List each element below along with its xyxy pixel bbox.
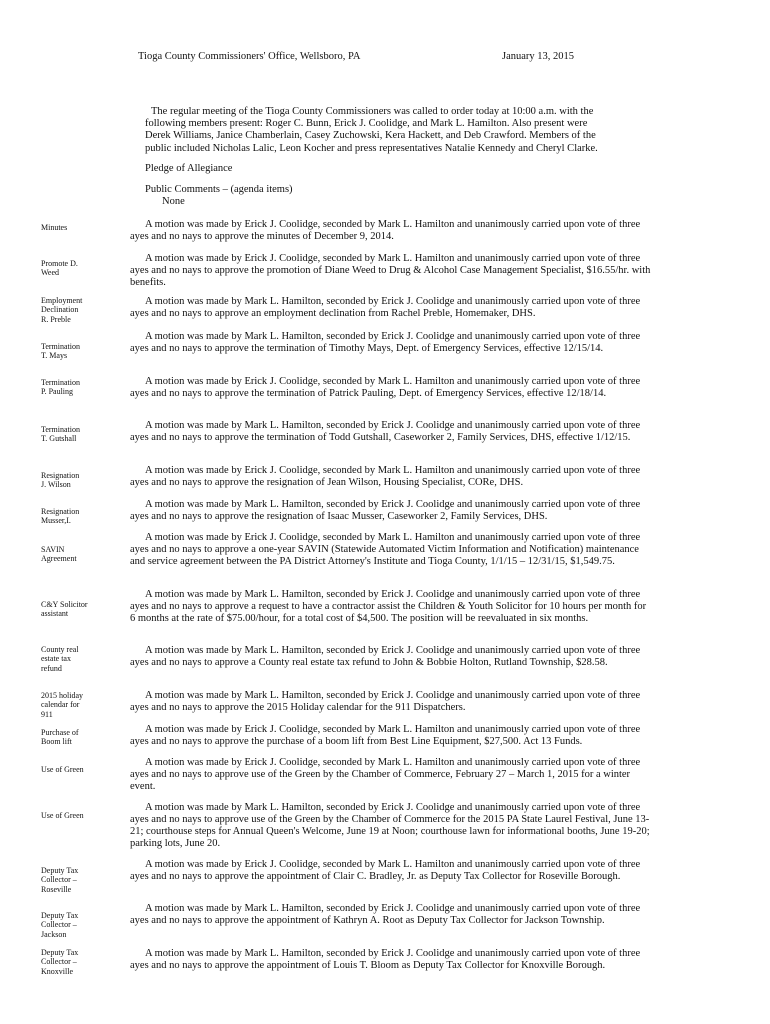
side-label-termination-gutshall: Termination T. Gutshall [41,425,80,444]
motion-deputy-roseville: A motion was made by Erick J. Coolidge, seconded by Mark L. Hamilton and unanimously carried upon vote of three ayes and no nays to approve the appointment of Clair C. Bradley, Jr. as Deputy Tax Collector for Roseville Borough. [130,859,641,882]
side-label-promote: Promote D. Weed [41,259,78,278]
side-label-cy-solicitor: C&Y Solicitor assistant [41,600,88,619]
side-label-deputy-roseville: Deputy Tax Collector – Roseville [41,866,79,894]
motion-savin: A motion was made by Erick J. Coolidge, seconded by Mark L. Hamilton and unanimously carried upon vote of three ayes and no nays to approve a one-year SAVIN (Statewide Automated Victim Information and Notification) maintenance and service agreement between the PA District Attorney's Institute and Tioga County, 1/1/15 – 12/31/15, $1,549.75. [130,532,641,567]
public-comments-none: None [162,196,185,207]
side-label-savin: SAVIN Agreement [41,545,77,564]
motion-termination-pauling: A motion was made by Erick J. Coolidge, seconded by Mark L. Hamilton and unanimously carried upon vote of three ayes and no nays to approve the termination of Patrick Pauling, Dept. of Emergency Services, effective 12/18/14. [130,376,641,399]
motion-promote: A motion was made by Erick J. Coolidge, seconded by Mark L. Hamilton and unanimously carried upon vote of three ayes and no nays to approve the promotion of Diane Weed to Drug & Alcohol Case Management Specialist, $16.55/hr. with benefits. [130,253,651,288]
side-label-minutes: Minutes [41,223,68,232]
side-label-resignation-musser: Resignation Musser,I. [41,507,80,526]
side-label-resignation-wilson: Resignation J. Wilson [41,471,80,490]
motion-employment-declination: A motion was made by Mark L. Hamilton, seconded by Erick J. Coolidge and unanimously carried upon vote of three ayes and no nays to approve an employment declination from Rachel Preble, Homemaker, DHS. [130,296,641,319]
side-label-termination-pauling: Termination P. Pauling [41,378,80,397]
side-label-deputy-knoxville: Deputy Tax Collector – Knoxville [41,948,79,976]
motion-tax-refund: A motion was made by Mark L. Hamilton, seconded by Erick J. Coolidge and unanimously carried upon vote of three ayes and no nays to approve a County real estate tax refund to John & Bobbie Holton, Rutland Township, $28.58. [130,645,641,668]
motion-deputy-knoxville: A motion was made by Mark L. Hamilton, seconded by Erick J. Coolidge and unanimously carried upon vote of three ayes and no nays to approve the appointment of Louis T. Bloom as Deputy Tax Collector for Knoxville Borough. [130,948,641,971]
motion-use-of-green-2: A motion was made by Mark L. Hamilton, seconded by Erick J. Coolidge and unanimously carried upon vote of three ayes and no nays to approve use of the Green by the Chamber of Commerce for the 2015 PA State Laurel Festival, June 13-21; courthouse steps for Annual Queen's Welcome, June 19 at Noon; courthouse lawn for informational booths, June 19-20; parking lots, June 20. [130,802,650,849]
side-label-boom-lift: Purchase of Boom lift [41,728,79,747]
motion-holiday-calendar: A motion was made by Mark L. Hamilton, seconded by Erick J. Coolidge and unanimously carried upon vote of three ayes and no nays to approve the 2015 Holiday calendar for the 911 Dispatchers. [130,690,641,713]
motion-resignation-musser: A motion was made by Mark L. Hamilton, seconded by Erick J. Coolidge and unanimously carried upon vote of three ayes and no nays to approve the resignation of Isaac Musser, Caseworker 2, Family Services, DHS. [130,499,641,522]
side-label-tax-refund: County real estate tax refund [41,645,79,673]
side-label-deputy-jackson: Deputy Tax Collector – Jackson [41,911,79,939]
motion-cy-solicitor: A motion was made by Mark L. Hamilton, seconded by Erick J. Coolidge and unanimously carried upon vote of three ayes and no nays to approve a request to have a contractor assist the Children & Youth Solicitor for 10 hours per month for 6 months at the rate of $75.00/hour, for a total cost of $4,500. The position will be reevaluated in six months. [130,589,647,624]
motion-boom-lift: A motion was made by Erick J. Coolidge, seconded by Mark L. Hamilton and unanimously carried upon vote of three ayes and no nays to approve the purchase of a boom lift from Best Line Equipment, $27,500. Act 13 Funds. [130,724,641,747]
side-label-employment-declination: Employment Declination R. Preble [41,296,83,324]
public-comments-heading: Public Comments – (agenda items) [145,184,293,195]
motion-deputy-jackson: A motion was made by Mark L. Hamilton, seconded by Erick J. Coolidge and unanimously carried upon vote of three ayes and no nays to approve the appointment of Kathryn A. Root as Deputy Tax Collector for Jackson Township. [130,903,641,926]
header-date: January 13, 2015 [502,51,575,62]
side-label-termination-mays: Termination T. Mays [41,342,80,361]
motion-resignation-wilson: A motion was made by Erick J. Coolidge, seconded by Mark L. Hamilton and unanimously carried upon vote of three ayes and no nays to approve the resignation of Jean Wilson, Housing Specialist, CORe, DHS. [130,465,641,488]
motion-termination-gutshall: A motion was made by Mark L. Hamilton, seconded by Erick J. Coolidge and unanimously carried upon vote of three ayes and no nays to approve the termination of Todd Gutshall, Caseworker 2, Family Services, DHS, effective 1/12/15. [130,420,641,443]
side-label-holiday-calendar: 2015 holiday calendar for 911 [41,691,83,719]
motion-use-of-green-1: A motion was made by Erick J. Coolidge, seconded by Mark L. Hamilton and unanimously carried upon vote of three ayes and no nays to approve use of the Green by the Chamber of Commerce, February 27 – March 1, 2015 for a winter event. [130,757,641,792]
header-office: Tioga County Commissioners' Office, Wellsboro, PA [138,51,361,62]
motion-minutes: A motion was made by Erick J. Coolidge, seconded by Mark L. Hamilton and unanimously carried upon vote of three ayes and no nays to approve the minutes of December 9, 2014. [130,219,641,242]
side-label-use-of-green-1: Use of Green [41,765,84,774]
motion-termination-mays: A motion was made by Mark L. Hamilton, seconded by Erick J. Coolidge and unanimously carried upon vote of three ayes and no nays to approve the termination of Timothy Mays, Dept. of Emergency Services, effective 12/15/14. [130,331,641,354]
side-label-use-of-green-2: Use of Green [41,811,84,820]
pledge-heading: Pledge of Allegiance [145,163,233,174]
intro-paragraph: The regular meeting of the Tioga County Commissioners was called to order today at 10:00 a.m. with the following members present: Roger C. Bunn, Erick J. Coolidge, and Mark L. Hamilton. Also present were Derek Williams, Janice Chamberlain, Casey Zuchowski, Kera Hackett, and Deb Crawford. Members of the public included Nicholas Lalic, Leon Kocher and press representatives Natalie Kennedy and Cheryl Clarke. [145,106,598,154]
